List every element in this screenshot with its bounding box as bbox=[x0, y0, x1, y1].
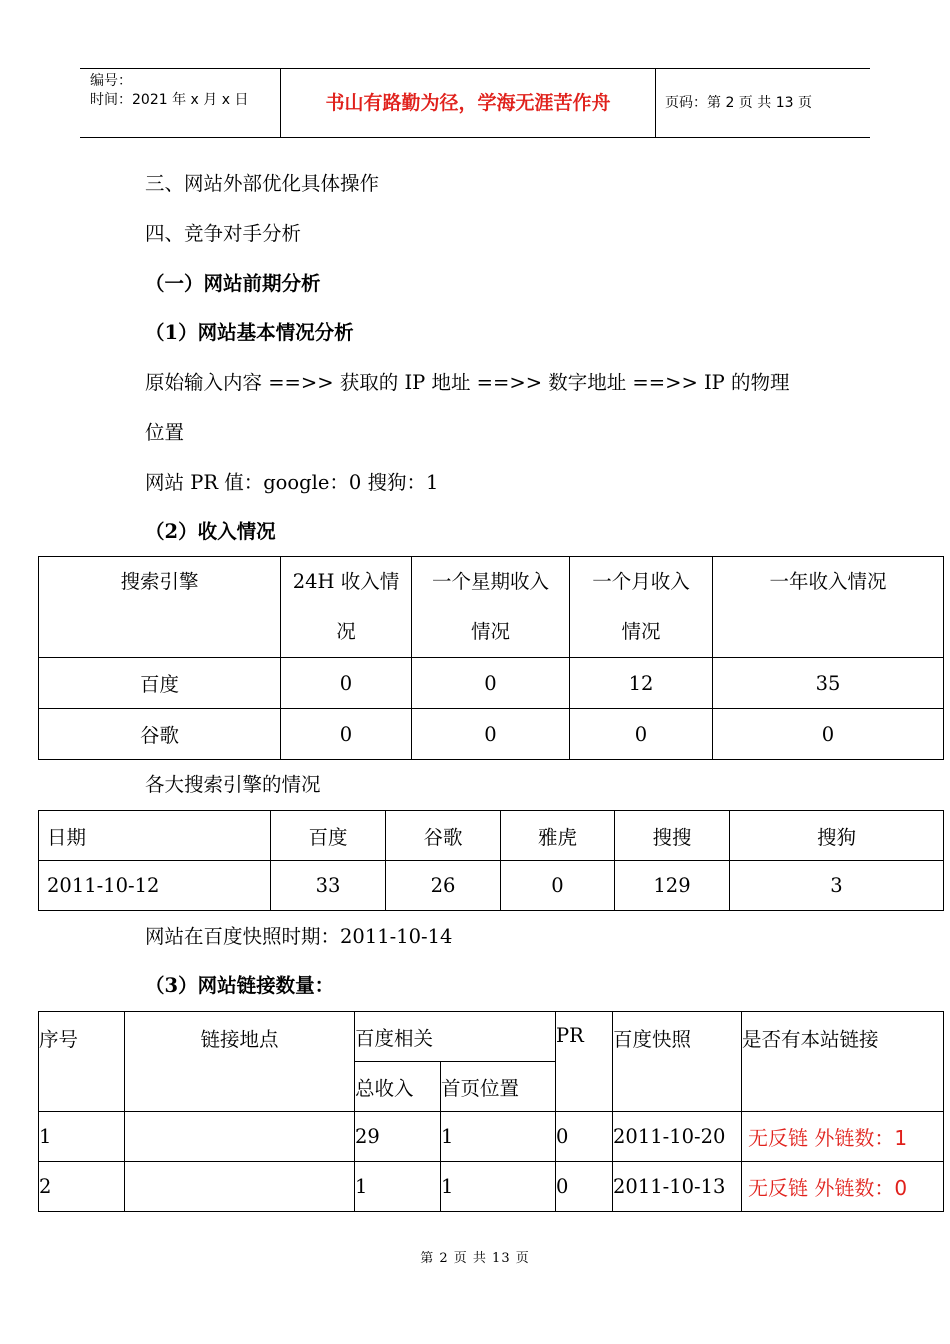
subsection-heading-links: （3）网站链接数量： bbox=[145, 974, 335, 997]
table-cell: 1 bbox=[441, 1162, 556, 1212]
ip-flow-text: 原始输入内容 ==>> 获取的 IP 地址 ==>> 数字地址 ==>> IP 的物理 bbox=[145, 371, 790, 394]
subsection-heading-basic: （1）网站基本情况分析 bbox=[145, 321, 354, 344]
table-header-cell: 序号 bbox=[39, 1012, 125, 1112]
table-header-cell: 链接地点 bbox=[125, 1012, 355, 1112]
table-header-cell bbox=[570, 557, 713, 658]
header-text: 24H 收入情 bbox=[292, 570, 400, 593]
table-cell: 2011-10-13 bbox=[613, 1162, 742, 1212]
header-text: 一个月收入 bbox=[592, 570, 690, 593]
backlink-status: 无反链 外链数：1 bbox=[742, 1112, 944, 1162]
table-header-cell bbox=[412, 557, 570, 658]
header-time: 时间：2021 年 x 月 x 日 bbox=[90, 92, 249, 108]
table-header-cell: 日期 bbox=[39, 811, 271, 861]
table-cell: 0 bbox=[412, 658, 570, 709]
table-header-cell: 百度 bbox=[271, 811, 386, 861]
header-text: 情况 bbox=[621, 620, 661, 643]
table-cell: 12 bbox=[570, 658, 713, 709]
table-row bbox=[39, 1162, 944, 1212]
table-header-cell: 雅虎 bbox=[501, 811, 615, 861]
table-cell: 0 bbox=[556, 1162, 613, 1212]
header-text: 一个星期收入 bbox=[431, 570, 549, 593]
table-header-cell: 谷歌 bbox=[386, 811, 501, 861]
table-cell: 0 bbox=[556, 1112, 613, 1162]
table-row bbox=[39, 658, 944, 709]
search-engines-table bbox=[38, 810, 944, 911]
table-cell: 3 bbox=[730, 861, 944, 911]
table-header-row bbox=[39, 811, 944, 861]
pr-value-text: 网站 PR 值：google：0 搜狗：1 bbox=[145, 471, 439, 494]
header-text: 情况 bbox=[470, 620, 510, 643]
table-cell: 1 bbox=[355, 1162, 441, 1212]
table-cell: 129 bbox=[615, 861, 730, 911]
links-table bbox=[38, 1011, 944, 1212]
header-text: 况 bbox=[336, 620, 356, 643]
table-cell bbox=[125, 1162, 355, 1212]
table-cell: 0 bbox=[281, 658, 412, 709]
page-footer: 第 2 页 共 13 页 bbox=[420, 1251, 530, 1266]
header-meta bbox=[80, 69, 280, 137]
table-header-cell: PR bbox=[556, 1012, 613, 1112]
header-page-info: 页码：第 2 页 共 13 页 bbox=[665, 95, 812, 111]
table-cell: 百度 bbox=[39, 658, 281, 709]
table-cell: 0 bbox=[501, 861, 615, 911]
table-cell: 谷歌 bbox=[39, 709, 281, 760]
table-cell: 0 bbox=[281, 709, 412, 760]
table-header-cell: 首页位置 bbox=[441, 1062, 556, 1112]
table-header-cell: 百度快照 bbox=[613, 1012, 742, 1112]
table-cell: 1 bbox=[441, 1112, 556, 1162]
table-cell: 35 bbox=[713, 658, 944, 709]
header-motto: 书山有路勤为径，学海无涯苦作舟 bbox=[280, 69, 656, 137]
table-cell: 0 bbox=[412, 709, 570, 760]
ip-flow-text-cont: 位置 bbox=[145, 421, 185, 444]
table-header-cell: 百度相关 bbox=[355, 1012, 556, 1062]
table-cell: 26 bbox=[386, 861, 501, 911]
table-row bbox=[39, 861, 944, 911]
table-header-cell: 搜狗 bbox=[730, 811, 944, 861]
table-cell bbox=[125, 1112, 355, 1162]
table-header-row bbox=[39, 1012, 944, 1062]
table-header-cell: 一年收入情况 bbox=[713, 557, 944, 658]
table-cell: 2011-10-20 bbox=[613, 1112, 742, 1162]
header-number: 编号： bbox=[90, 73, 132, 89]
table-row bbox=[39, 1112, 944, 1162]
table-cell: 2011-10-12 bbox=[39, 861, 271, 911]
table-cell: 0 bbox=[570, 709, 713, 760]
page-header bbox=[80, 68, 870, 138]
table-header-cell bbox=[281, 557, 412, 658]
section-heading-4: 四、竞争对手分析 bbox=[145, 222, 302, 245]
table-cell: 29 bbox=[355, 1112, 441, 1162]
subsection-heading-income: （2）收入情况 bbox=[145, 520, 276, 543]
table-cell: 1 bbox=[39, 1112, 125, 1162]
table-header-cell: 搜搜 bbox=[615, 811, 730, 861]
backlink-status: 无反链 外链数：0 bbox=[742, 1162, 944, 1212]
table-row bbox=[39, 709, 944, 760]
table-header-cell: 总收入 bbox=[355, 1062, 441, 1112]
table-cell: 0 bbox=[713, 709, 944, 760]
income-table bbox=[38, 556, 944, 760]
engines-caption: 各大搜索引擎的情况 bbox=[145, 773, 321, 796]
table-header-row bbox=[39, 557, 944, 658]
table-header-cell: 是否有本站链接 bbox=[742, 1012, 944, 1112]
table-cell: 33 bbox=[271, 861, 386, 911]
subsection-heading-1: （一）网站前期分析 bbox=[145, 272, 321, 295]
section-heading-3: 三、网站外部优化具体操作 bbox=[145, 172, 380, 195]
table-header-cell: 搜索引擎 bbox=[39, 557, 281, 658]
table-cell: 2 bbox=[39, 1162, 125, 1212]
snapshot-date-text: 网站在百度快照时期：2011-10-14 bbox=[145, 925, 453, 948]
